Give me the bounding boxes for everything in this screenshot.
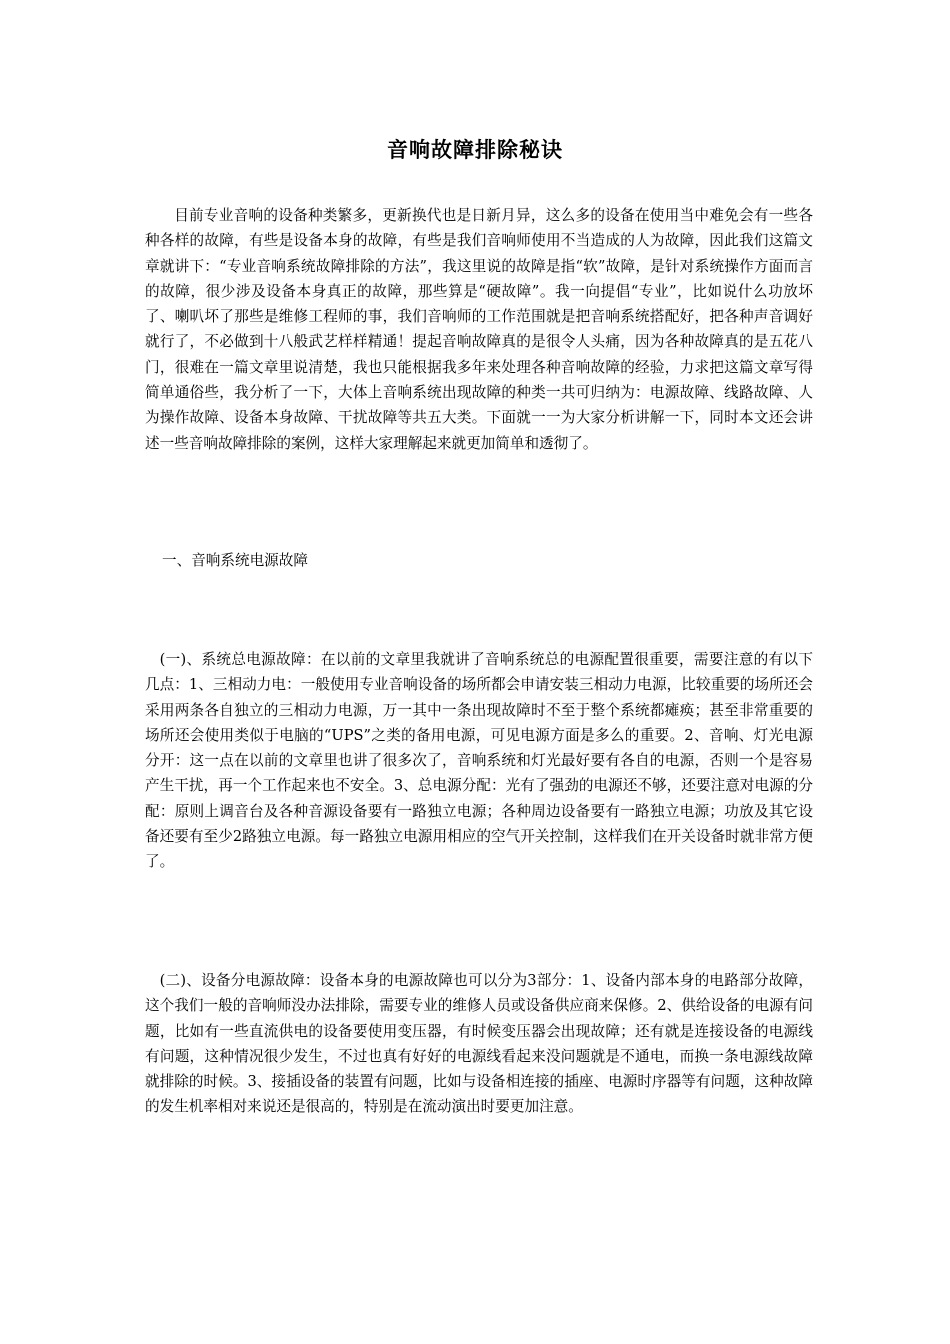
paragraph-device-power-fault: (二)、设备分电源故障：设备本身的电源故障也可以分为3部分：1、设备内部本身的电路部分故障，这个我们一般的音响师没办法排除，需要专业的维修人员或设备供应商来保修。2、供给设备的电源有问题，比如有一些直流供电的设备要使用变压器，有时候变压器会出现故障；还有就是连接设备的电源线有问题，这种情况很少发生，不过也真有好好的电源线看起来没问题就是不通电，而换一条电源线故障就排除的时候。3、接插设备的装置有问题，比如与设备相连接的插座、电源时序器等有问题，这种故障的发生机率相对来说还是很高的，特别是在流动演出时要更加注意。	[145, 972, 813, 1116]
paragraph-main-power-fault: (一)、系统总电源故障：在以前的文章里我就讲了音响系统总的电源配置很重要，需要注意的有以下几点：1、三相动力电：一般使用专业音响设备的场所都会申请安装三相动力电源，比较重要的场所还会采用两条各自独立的三相动力电源，万一其中一条出现故障时不至于整个系统都瘫痪；甚至非常重要的场所还会使用类似于电脑的“UPS”之类的备用电源，可见电源方面是多么的重要。2、音响、灯光电源分开：这一点在以前的文章里也讲了很多次了，音响系统和灯光最好要有各自的电源，否则一个是容易产生干扰，再一个工作起来也不安全。3、总电源分配：光有了强劲的电源还不够，还要注意对电源的分配：原则上调音台及各种音源设备要有一路独立电源；各种周边设备要有一路独立电源；功放及其它设备还要有至少2路独立电源。每一路独立电源用相应的空气开关控制，这样我们在开关设备时就非常方便了。	[145, 651, 813, 871]
intro-paragraph: 目前专业音响的设备种类繁多，更新换代也是日新月异，这么多的设备在使用当中难免会有一些各种各样的故障，有些是设备本身的故障，有些是我们音响师使用不当造成的人为故障，因此我们这篇文章就讲下：“专业音响系统故障排除的方法”，我这里说的故障是指“软”故障，是针对系统操作方面而言的故障，很少涉及设备本身真正的故障，那些算是“硬故障”。我一向提倡“专业”，比如说什么功放坏了、喇叭坏了那些是维修工程师的事，我们音响师的工作范围就是把音响系统搭配好，把各种声音调好就行了，不必做到十八般武艺样样精通！提起音响故障真的是很令人头痛，因为各种故障真的是五花八门，很难在一篇文章里说清楚，我也只能根据我多年来处理各种音响故障的经验，力求把这篇文章写得简单通俗些，我分析了一下，大体上音响系统出现故障的种类一共可归纳为：电源故障、线路故障、人为操作故障、设备本身故障、干扰故障等共五大类。下面就一一为大家分析讲解一下，同时本文还会讲述一些音响故障排除的案例，这样大家理解起来就更加简单和透彻了。	[145, 207, 813, 452]
section-heading-power-faults: 一、音响系统电源故障	[162, 552, 308, 569]
document-title: 音响故障排除秘诀	[387, 137, 563, 162]
